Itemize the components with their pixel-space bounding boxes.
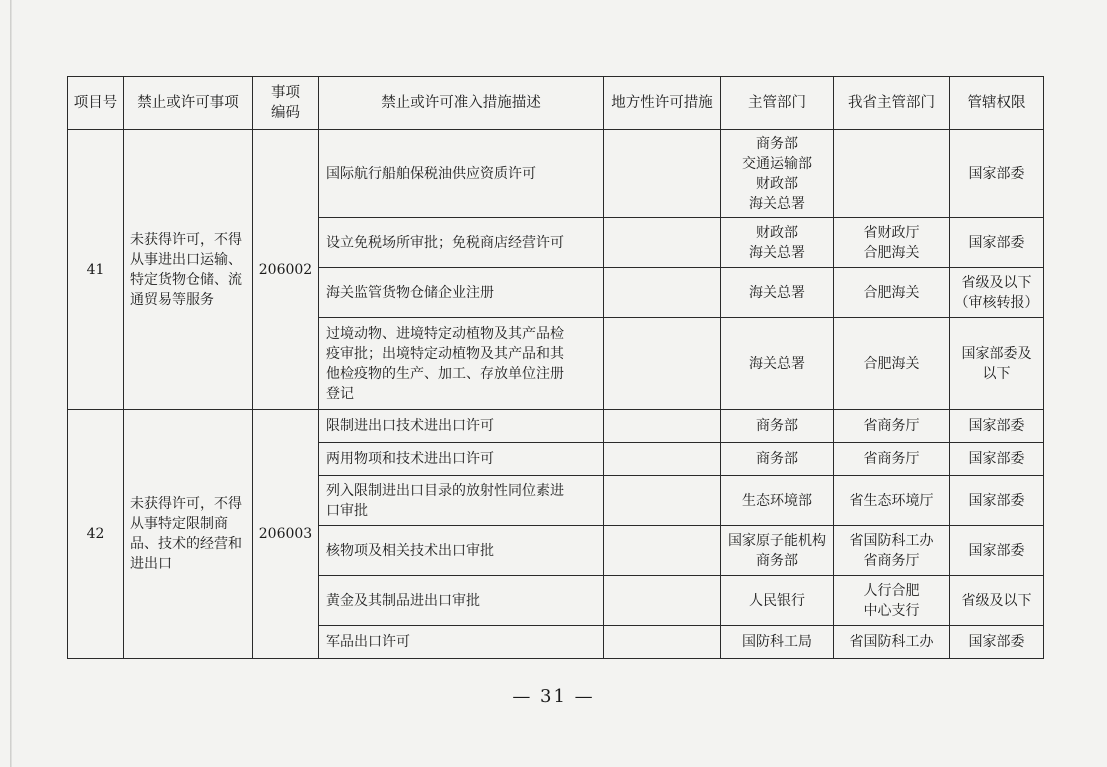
competent-department-line: 海关总署 xyxy=(749,195,805,212)
local-measure xyxy=(604,130,721,218)
competent-department xyxy=(721,268,834,318)
competent-department-line: 国防科工局 xyxy=(742,634,812,650)
provincial-department-line: 中心支行 xyxy=(863,602,920,619)
provincial-department-line: 合肥海关 xyxy=(863,355,920,372)
jurisdiction-line: 以下 xyxy=(982,365,1011,382)
provincial-department-line: 合肥海关 xyxy=(863,244,920,261)
provincial-department xyxy=(834,268,950,318)
jurisdiction xyxy=(950,626,1044,659)
item-code: 206003 xyxy=(253,410,319,659)
jurisdiction-line: 国家部委 xyxy=(968,418,1025,434)
jurisdiction xyxy=(950,443,1044,476)
prohibited-item-line: 从事特定限制商 xyxy=(130,516,228,532)
competent-department xyxy=(721,526,834,576)
prohibited-item xyxy=(124,130,253,410)
header-local-measures: 地方性许可措施 xyxy=(604,77,721,130)
prohibited-item-line: 特定货物仓储、流 xyxy=(130,271,242,288)
competent-department-line: 商务部 xyxy=(756,451,798,467)
provincial-department-line: 省商务厅 xyxy=(863,418,920,434)
measure-description xyxy=(319,318,604,410)
jurisdiction-line: 国家部委 xyxy=(968,542,1025,559)
measure-description-line: 过境动物、进境特定动植物及其产品检 xyxy=(326,325,564,342)
jurisdiction xyxy=(950,268,1044,318)
provincial-department xyxy=(834,576,950,626)
provincial-department xyxy=(834,526,950,576)
competent-department xyxy=(721,218,834,268)
measure-description xyxy=(319,476,604,526)
measure-description-line: 他检疫物的生产、加工、存放单位注册 xyxy=(326,365,564,382)
prohibited-item-line: 进出口 xyxy=(130,556,172,572)
measure-description-line: 两用物项和技术进出口许可 xyxy=(326,451,494,467)
local-measure xyxy=(604,218,721,268)
measure-description-line: 口审批 xyxy=(326,502,368,519)
jurisdiction xyxy=(950,218,1044,268)
prohibited-item-line: 品、技术的经营和 xyxy=(130,536,242,552)
prohibited-item-line: 未获得许可，不得 xyxy=(130,496,242,512)
item-code: 206002 xyxy=(253,130,319,410)
measure-description xyxy=(319,576,604,626)
local-measure xyxy=(604,476,721,526)
jurisdiction-line: 省级及以下 xyxy=(961,592,1032,609)
competent-department xyxy=(721,576,834,626)
provincial-department xyxy=(834,318,950,410)
provincial-department-line: 省国防科工办 xyxy=(849,532,934,549)
jurisdiction-line: 国家部委 xyxy=(968,492,1025,509)
admission-list-table xyxy=(67,76,1044,659)
competent-department xyxy=(721,476,834,526)
jurisdiction-line: 国家部委及 xyxy=(961,345,1032,362)
header-code xyxy=(253,77,319,130)
provincial-department xyxy=(834,218,950,268)
page-number: — 31 — xyxy=(512,686,595,707)
competent-department-line: 人民银行 xyxy=(749,592,805,609)
provincial-department-line: 省生态环境厅 xyxy=(849,492,934,509)
table-body xyxy=(68,130,1044,659)
measure-description-line: 列入限制进出口目录的放射性同位素进 xyxy=(326,482,564,499)
header-code-line2: 编码 xyxy=(271,105,300,121)
competent-department-line: 商务部 xyxy=(756,135,798,152)
prohibited-item-line: 通贸易等服务 xyxy=(130,291,214,308)
measure-description xyxy=(319,268,604,318)
provincial-department xyxy=(834,130,950,218)
provincial-department xyxy=(834,476,950,526)
header-jurisdiction: 管辖权限 xyxy=(950,77,1044,130)
table-header-row xyxy=(68,77,1044,130)
measure-description xyxy=(319,443,604,476)
jurisdiction xyxy=(950,318,1044,410)
provincial-department-line: 省财政厅 xyxy=(863,224,920,241)
provincial-department-line: 省商务厅 xyxy=(863,552,920,569)
provincial-department-line: 省商务厅 xyxy=(863,451,920,467)
competent-department-line: 国家原子能机构 xyxy=(728,532,826,549)
jurisdiction-line: 国家部委 xyxy=(968,451,1025,467)
header-code-line1: 事项 xyxy=(271,85,300,101)
competent-department-line: 海关总署 xyxy=(749,244,805,261)
competent-department-line: 海关总署 xyxy=(749,284,805,301)
provincial-department xyxy=(834,443,950,476)
prohibited-item-line: 从事进出口运输、 xyxy=(130,251,242,268)
competent-department-line: 财政部 xyxy=(756,224,798,241)
jurisdiction xyxy=(950,476,1044,526)
header-department: 主管部门 xyxy=(721,77,834,130)
measure-description xyxy=(319,218,604,268)
project-number: 42 xyxy=(68,410,124,659)
measure-description-line: 登记 xyxy=(326,385,354,402)
measure-description xyxy=(319,626,604,659)
local-measure xyxy=(604,318,721,410)
measure-description-line: 设立免税场所审批；免税商店经营许可 xyxy=(326,234,564,251)
local-measure xyxy=(604,443,721,476)
competent-department-line: 商务部 xyxy=(756,552,798,569)
measure-description-line: 黄金及其制品进出口审批 xyxy=(326,592,480,609)
jurisdiction-line: 国家部委 xyxy=(968,165,1025,182)
measure-description xyxy=(319,410,604,443)
prohibited-item-line: 未获得许可，不得 xyxy=(130,231,242,248)
local-measure xyxy=(604,626,721,659)
competent-department xyxy=(721,443,834,476)
table-row xyxy=(68,410,1044,443)
competent-department-line: 商务部 xyxy=(756,418,798,434)
local-measure xyxy=(604,576,721,626)
jurisdiction-line: （审核转报） xyxy=(954,294,1039,311)
competent-department-line: 财政部 xyxy=(756,175,798,192)
competent-department xyxy=(721,130,834,218)
jurisdiction xyxy=(950,526,1044,576)
jurisdiction xyxy=(950,410,1044,443)
jurisdiction-line: 国家部委 xyxy=(968,234,1025,251)
competent-department xyxy=(721,626,834,659)
measure-description-line: 核物项及相关技术出口审批 xyxy=(326,542,494,559)
local-measure xyxy=(604,410,721,443)
measure-description xyxy=(319,526,604,576)
page-fold-shadow xyxy=(10,0,12,767)
provincial-department-line: 合肥海关 xyxy=(863,284,920,301)
measure-description-line: 限制进出口技术进出口许可 xyxy=(326,418,494,434)
measure-description-line: 疫审批；出境特定动植物及其产品和其 xyxy=(326,345,564,362)
competent-department xyxy=(721,410,834,443)
project-number: 41 xyxy=(68,130,124,410)
jurisdiction xyxy=(950,130,1044,218)
local-measure xyxy=(604,526,721,576)
measure-description xyxy=(319,130,604,218)
competent-department-line: 生态环境部 xyxy=(742,492,812,509)
table-row xyxy=(68,130,1044,218)
measure-description-line: 国际航行船舶保税油供应资质许可 xyxy=(326,165,536,182)
competent-department xyxy=(721,318,834,410)
provincial-department-line: 人行合肥 xyxy=(863,582,920,599)
header-item: 禁止或许可事项 xyxy=(124,77,253,130)
measure-description-line: 军品出口许可 xyxy=(326,634,410,650)
competent-department-line: 交通运输部 xyxy=(742,155,812,172)
jurisdiction-line: 省级及以下 xyxy=(961,274,1032,291)
header-project-no: 项目号 xyxy=(68,77,124,130)
header-description: 禁止或许可准入措施描述 xyxy=(319,77,604,130)
local-measure xyxy=(604,268,721,318)
provincial-department xyxy=(834,410,950,443)
prohibited-item xyxy=(124,410,253,659)
jurisdiction xyxy=(950,576,1044,626)
header-provincial-department: 我省主管部门 xyxy=(834,77,950,130)
competent-department-line: 海关总署 xyxy=(749,355,805,372)
measure-description-line: 海关监管货物仓储企业注册 xyxy=(326,284,494,301)
provincial-department xyxy=(834,626,950,659)
jurisdiction-line: 国家部委 xyxy=(968,634,1025,650)
provincial-department-line: 省国防科工办 xyxy=(849,634,934,650)
